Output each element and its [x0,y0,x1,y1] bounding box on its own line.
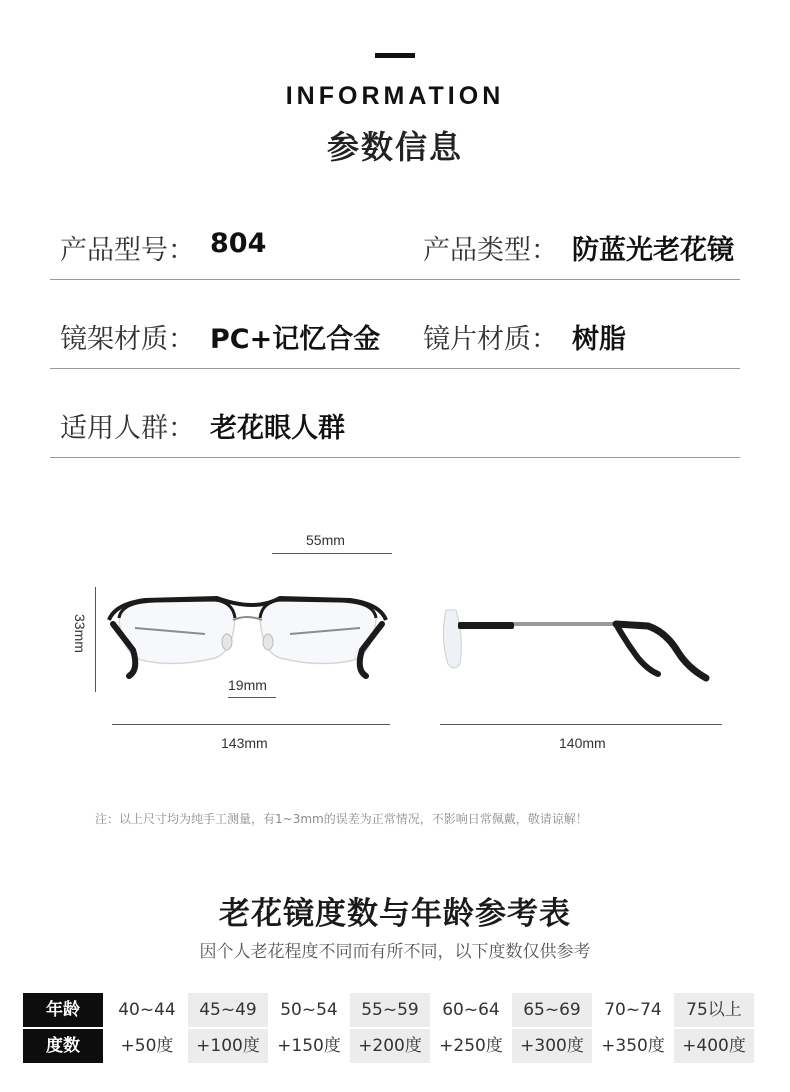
table-cell: +150度 [277,1036,341,1056]
spec-divider [50,368,740,369]
section-title-zh: 参数信息 [326,128,463,166]
table-cell: +100度 [188,1029,268,1063]
table-cell: +200度 [350,1029,430,1063]
table-row-age [23,993,769,1027]
spec-value-lens-material: 树脂 [572,324,626,355]
spec-value-model: 804 [210,228,267,259]
spec-key-type: 产品类型： [423,235,558,266]
lens-width-line [272,553,392,554]
table-cell: +250度 [439,1036,503,1056]
table-cell: +350度 [601,1036,665,1056]
bridge-width-label: 19mm [228,677,267,693]
table-cell: 70~74 [604,1000,662,1020]
spec-value-audience: 老花眼人群 [210,413,345,444]
table-cell: 60~64 [442,1000,500,1020]
age-table-subtitle: 因个人老花程度不同而有所不同，以下度数仅供参考 [199,942,591,962]
age-table-title: 老花镜度数与年龄参考表 [219,896,571,932]
bridge-width-line [228,697,276,698]
table-cell: 40~44 [118,1000,176,1020]
frame-width-label: 143mm [221,735,268,751]
lens-width-label: 55mm [306,532,345,548]
spec-key-frame-material: 镜架材质： [60,324,195,355]
spec-key-audience: 适用人群： [60,413,195,444]
measurement-note: 注：以上尺寸均为纯手工测量，有1~3mm的误差为正常情况，不影响日常佩戴，敬请谅解！ [95,812,588,826]
spec-value-frame-material: PC+记忆合金 [210,324,381,355]
spec-divider [50,279,740,280]
lens-height-label: 33mm [72,614,88,653]
table-cell: 50~54 [280,1000,338,1020]
row-header-age: 年龄 [23,993,103,1027]
header-accent-bar [375,53,415,58]
table-cell: 65~69 [512,993,592,1027]
glasses-side-illustration [438,602,723,682]
table-cell: 55~59 [350,993,430,1027]
spec-key-model: 产品型号： [60,235,195,266]
table-cell: +400度 [674,1029,754,1063]
frame-width-line [112,724,390,725]
lens-height-line [95,587,96,692]
age-degree-table [23,993,769,1063]
spec-value-type: 防蓝光老花镜 [572,235,734,266]
table-cell: +50度 [120,1036,174,1056]
row-header-degree: 度数 [23,1029,103,1063]
temple-length-line [440,724,722,725]
table-cell: +300度 [512,1029,592,1063]
section-title-en: INFORMATION [285,82,505,110]
table-row-degree [23,1029,769,1063]
temple-length-label: 140mm [559,735,606,751]
table-cell: 45~49 [188,993,268,1027]
glasses-front-illustration [105,590,390,685]
spec-key-lens-material: 镜片材质： [423,324,558,355]
spec-divider [50,457,740,458]
table-cell: 75以上 [674,993,754,1027]
